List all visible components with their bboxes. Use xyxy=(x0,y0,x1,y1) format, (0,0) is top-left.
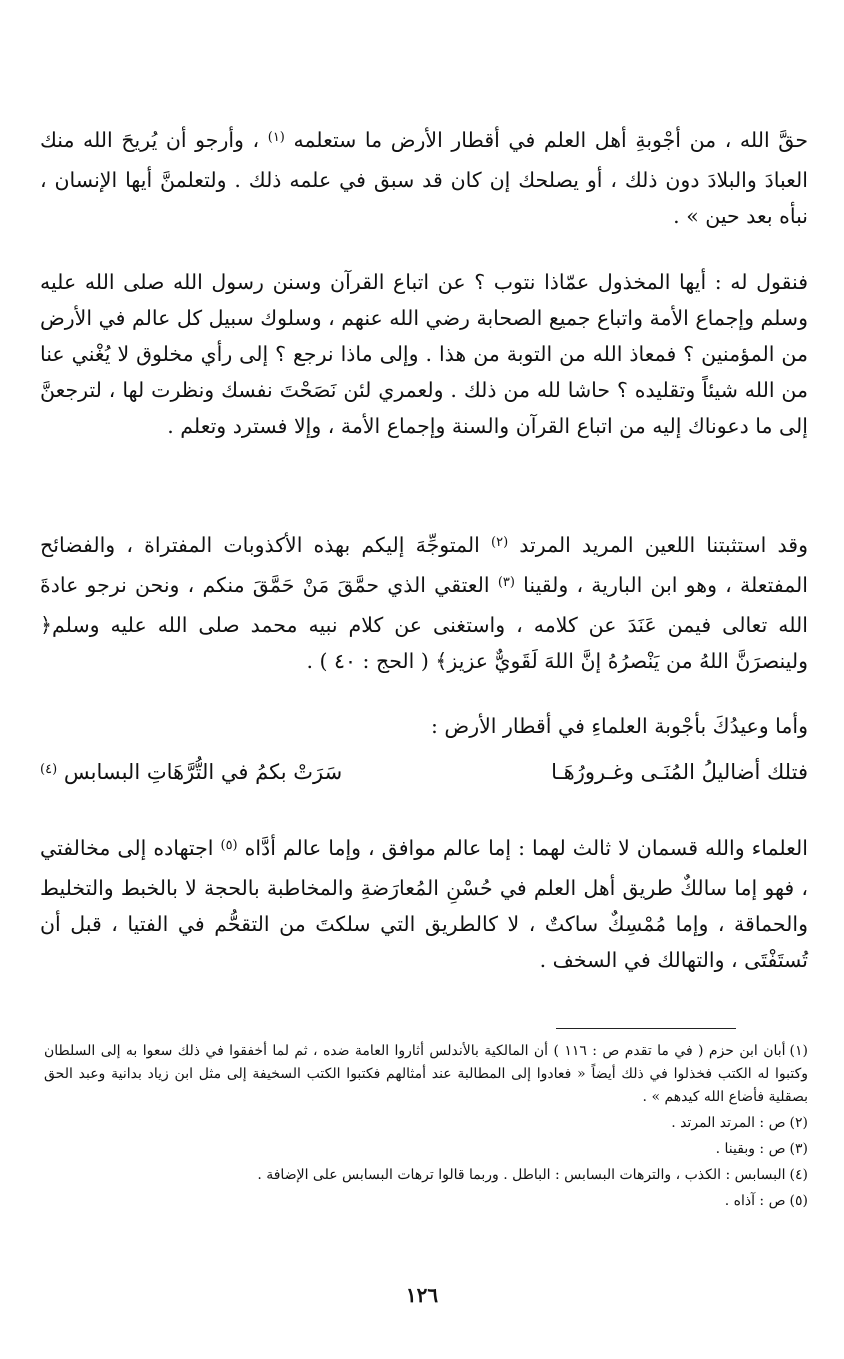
poem-verse xyxy=(40,754,808,794)
paragraph-3-text-a: وقد استثبتنا اللعين المريد المرتد xyxy=(519,533,808,557)
footnote-ref-1: (١) xyxy=(267,130,285,145)
paragraph-1 xyxy=(40,122,808,234)
footnote-text: البسابس : الكذب ، والترهات البسابس : الباطل . وربما قالوا ترهات البسابس على الإضافة . xyxy=(257,1167,786,1183)
paragraph-3 xyxy=(40,527,808,679)
footnote-number: (١) xyxy=(789,1043,808,1059)
paragraph-3-text-b: المتوجِّهَ إليكم بهذه الأكذوبات المفتراة ، والفضائح المفتعلة ، وهو ابن البارية ، ولقينا xyxy=(40,533,808,597)
poem-second-hemistich xyxy=(40,754,440,794)
footnote-ref-5: (٥) xyxy=(220,838,238,853)
footnote-number: (٢) xyxy=(789,1115,808,1131)
footnote-1 xyxy=(44,1040,808,1109)
footnote-number: (٣) xyxy=(789,1141,808,1157)
footnote-3 xyxy=(44,1138,808,1161)
footnote-text: أبان ابن حزم ( في ما تقدم ص : ١١٦ ) أن المالكية بالأندلس أثاروا العامة ضده ، ثم لما أخفقوا في ذلك سعوا به إلى السلطان وكتبوا له الكتب فخذلوا في ذلك أيضاً « فعادوا إلى المطالبة عند أمثالهم فكتبوا الكتب السخيفة إلى مثل ابن زياد بدانية وعبد الحق بصقلية فأضاع الله كيدهم » . xyxy=(44,1043,808,1105)
footnote-2 xyxy=(44,1112,808,1135)
paragraph-5-text-a: العلماء والله قسمان لا ثالث لهما : إما عالم موافق ، وإما عالم أدَّاه xyxy=(244,836,808,860)
footnote-5 xyxy=(44,1190,808,1213)
footnote-number: (٤) xyxy=(789,1167,808,1183)
paragraph-1-text-b: ، وأرجو أن يُريحَ الله منك العبادَ والبلادَ دون ذلك ، أو يصلحك إن كان قد سبق في علمه ذلك . ولتعلمنَّ أيها الإنسان ، نبأه بعد حين » . xyxy=(40,128,808,228)
poem-first-hemistich: فتلك أضاليلُ المُنَـى وغـرورُهَـا xyxy=(551,760,808,784)
footnote-number: (٥) xyxy=(789,1193,808,1209)
paragraph-3-text-c: العتقي الذي حمَّقَ مَنْ حَمَّقَ منكم ، ونحن نرجو عادةَ الله تعالى فيمن عَنَدَ عن كلامه ، واستغنى عن كلام نبيه محمد صلى الله عليه وسلم﴿ ولينصرَنَّ اللهُ من يَنْصرُهُ إنَّ اللهَ لَقَويٌّ عزيز﴾ ( الحج : ٤٠ ) . xyxy=(40,573,808,673)
footnote-4 xyxy=(44,1164,808,1187)
footnote-ref-4: (٤) xyxy=(40,762,58,777)
footnote-divider xyxy=(556,1028,736,1029)
paragraph-4: وأما وعيدُكَ بأجْوبة العلماءِ في أقطار الأرض : xyxy=(431,714,808,738)
footnotes xyxy=(44,1040,808,1216)
paragraph-2: فنقول له : أيها المخذول عمّاذا نتوب ؟ عن اتباع القرآن وسنن رسول الله صلى الله عليه وسلم وإجماع الأمة واتباع جميع الصحابة رضي الله عنهم ، وسلوك سبيل كل عالم في الأرض من المؤمنين ؟ فمعاذ الله من التوبة من هذا . وإلى ماذا نرجع ؟ إلى رأي مخلوق لا يُغْني عنا من الله شيئاً وتقليده ؟ حاشا لله من ذلك . ولعمري لئن نَصَحْتَ نفسك ونظرت لها ، لترجعنَّ إلى ما دعوناك إليه من اتباع القرآن والسنة وإجماع الأمة ، وإلا فسترد وتعلم . xyxy=(40,270,808,438)
footnote-text: ص : المرتد المرتد . xyxy=(671,1115,786,1131)
footnote-ref-2: (٢) xyxy=(491,535,509,550)
footnote-text: ص : آذاه . xyxy=(724,1193,786,1209)
footnote-text: ص : وبقينا . xyxy=(715,1141,786,1157)
paragraph-5-text-b: اجتهاده إلى مخالفتي ، فهو إما سالكٌ طريق أهل العلم في حُسْنِ المُعارَضةِ والمخاطبة بالحجة لا بالخبط والتخليط والحماقة ، وإما مُمْسِكٌ ساكتٌ ، لا كالطريق التي سلكتَ من التقحُّم في الفتيا ، قبل أن تُستَفْتَى ، والتهالك في السخف . xyxy=(40,836,808,972)
footnote-ref-3: (٣) xyxy=(497,575,515,590)
paragraph-5 xyxy=(40,830,808,978)
paragraph-1-text-a: حقَّ الله ، من أجْوبةِ أهل العلم في أقطار الأرض ما ستعلمه xyxy=(293,128,808,152)
poem-second-hemistich-text: سَرَتْ بكمُ في التُّرَّهَاتِ البسابس xyxy=(63,760,343,784)
page-number: ١٢٦ xyxy=(405,1283,439,1307)
